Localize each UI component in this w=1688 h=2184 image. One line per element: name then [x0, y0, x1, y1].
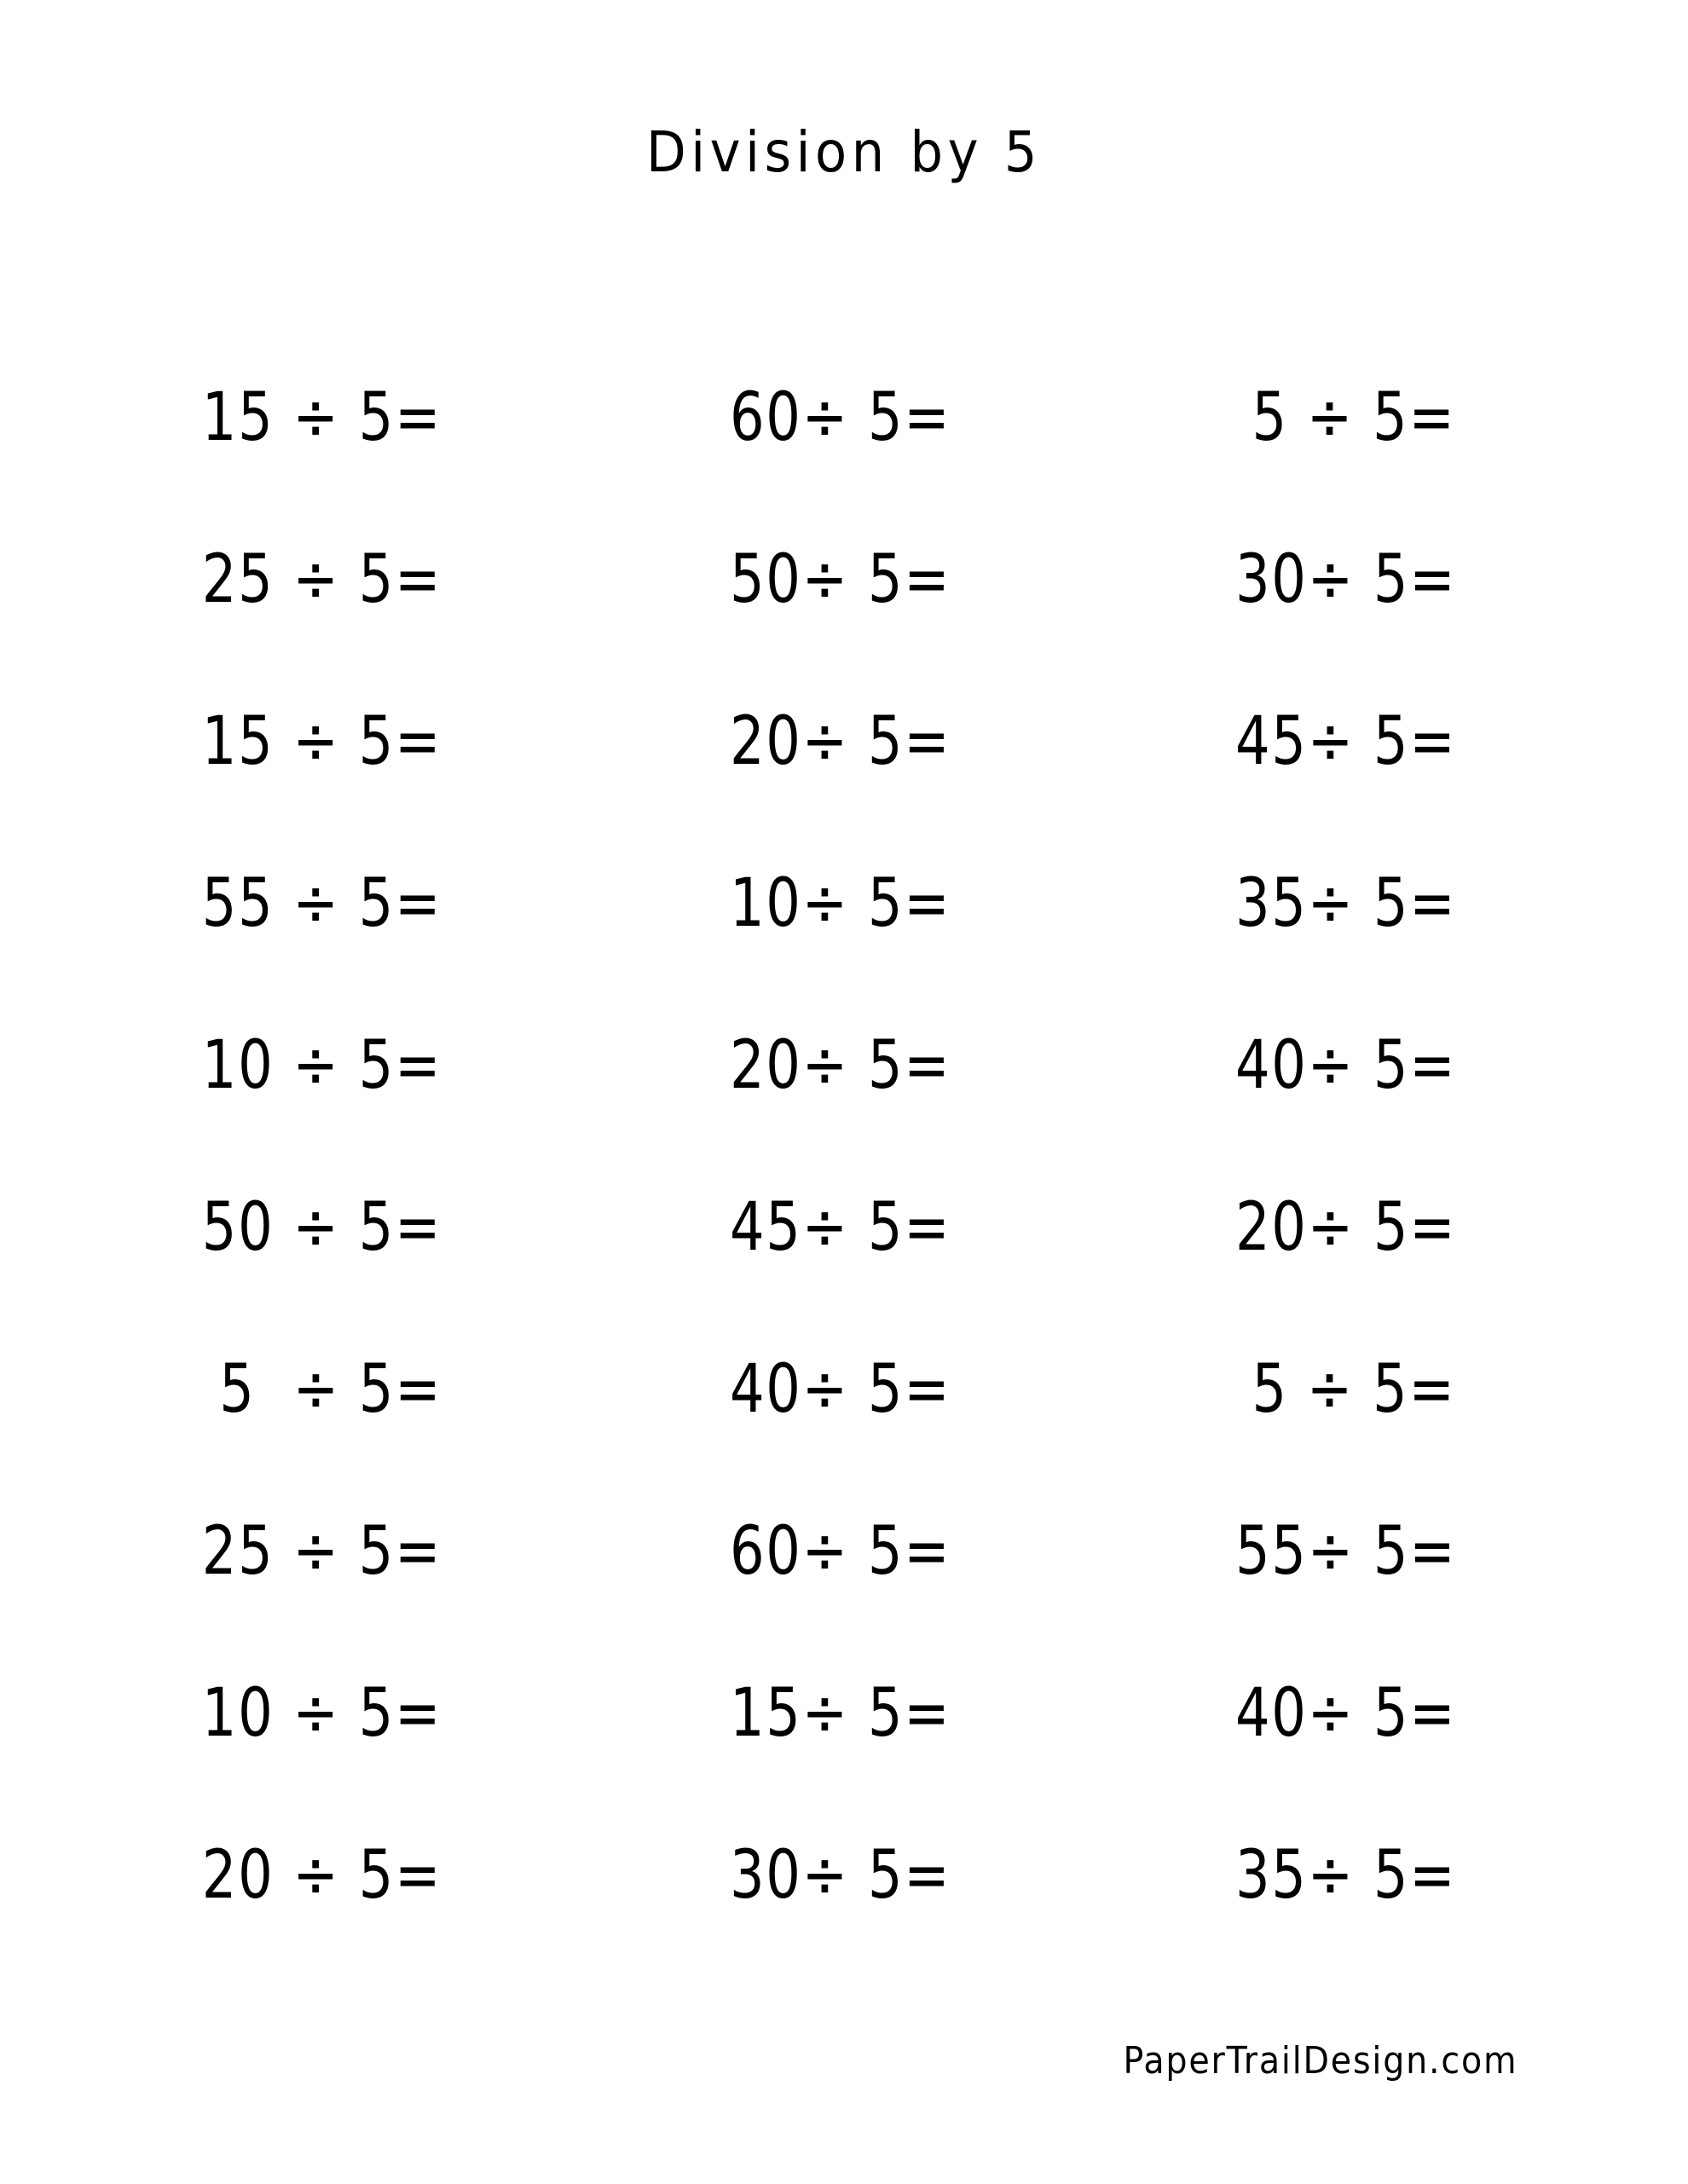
footer-brand: PaperTrailDesign.com: [1123, 2039, 1517, 2083]
division-problem: 10 ÷ 5=: [201, 1027, 442, 1104]
division-problem: 30÷ 5=: [1234, 541, 1456, 618]
division-problem: 10 ÷ 5=: [201, 1675, 442, 1752]
division-problem: 20÷ 5=: [729, 703, 951, 780]
division-problem: 20÷ 5=: [729, 1027, 951, 1104]
division-problem: 55÷ 5=: [1234, 1513, 1456, 1590]
division-problem: 15 ÷ 5=: [201, 379, 442, 456]
problem-row: [0, 1509, 1688, 1594]
division-problem: 15÷ 5=: [729, 1675, 951, 1752]
division-problem: 50÷ 5=: [729, 541, 951, 618]
division-problem: 35÷ 5=: [1234, 865, 1456, 942]
problem-row: [0, 1023, 1688, 1108]
division-problem: 15 ÷ 5=: [201, 703, 442, 780]
problem-row: [0, 861, 1688, 946]
division-problem: 45÷ 5=: [729, 1189, 951, 1266]
division-problem: 45÷ 5=: [1234, 703, 1456, 780]
problem-row: [0, 699, 1688, 784]
problem-row: [0, 1671, 1688, 1756]
division-problem: 40÷ 5=: [1234, 1675, 1456, 1752]
problem-row: [0, 1185, 1688, 1270]
division-problem: 20 ÷ 5=: [201, 1837, 442, 1914]
division-problem: 50 ÷ 5=: [201, 1189, 442, 1266]
division-problem: 60÷ 5=: [729, 1513, 951, 1590]
division-problem: 25 ÷ 5=: [201, 541, 442, 618]
division-problem: 55 ÷ 5=: [201, 865, 442, 942]
division-problem: 35÷ 5=: [1234, 1837, 1456, 1914]
problem-row: [0, 537, 1688, 622]
division-problem: 10÷ 5=: [729, 865, 951, 942]
division-problem: 25 ÷ 5=: [201, 1513, 442, 1590]
problem-row: [0, 1833, 1688, 1918]
division-problem: 5 ÷ 5=: [218, 1351, 442, 1428]
division-problem: 5 ÷ 5=: [1252, 1351, 1456, 1428]
division-problem: 5 ÷ 5=: [1252, 379, 1456, 456]
division-problem: 30÷ 5=: [729, 1837, 951, 1914]
problem-row: [0, 375, 1688, 460]
problem-row: [0, 1347, 1688, 1432]
worksheet-title: Division by 5: [645, 119, 1043, 185]
division-problem: 60÷ 5=: [729, 379, 951, 456]
division-problem: 20÷ 5=: [1234, 1189, 1456, 1266]
division-problem: 40÷ 5=: [729, 1351, 951, 1428]
division-problem: 40÷ 5=: [1234, 1027, 1456, 1104]
